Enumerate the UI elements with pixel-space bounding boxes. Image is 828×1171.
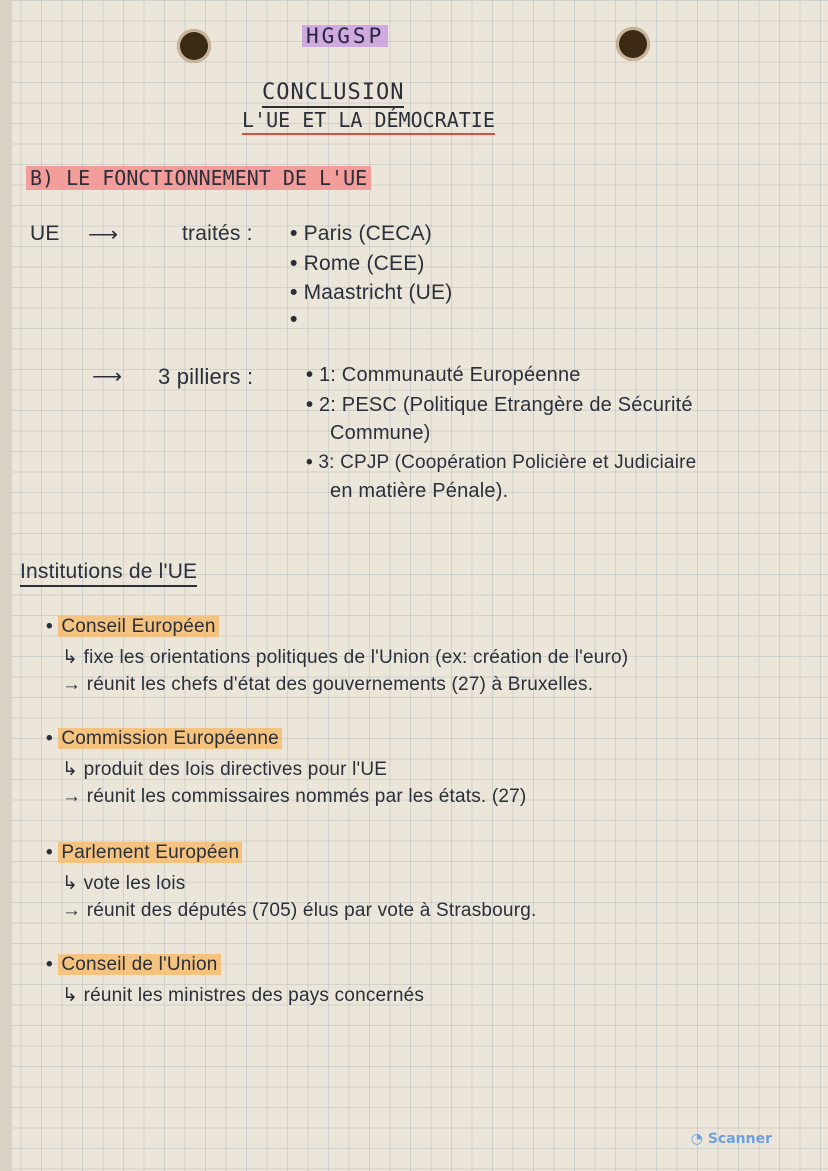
- scanner-watermark: ◔ Scanner: [690, 1131, 772, 1147]
- institutions-title: Institutions de l'UE: [20, 560, 197, 587]
- pilier-item: • 1: Communauté Européenne: [306, 364, 581, 386]
- traites-label: traités :: [182, 222, 253, 245]
- traite-item: • Paris (CECA): [290, 222, 433, 245]
- institution-name: • Conseil de l'Union: [46, 954, 221, 976]
- punch-hole-left: [177, 29, 211, 63]
- traite-item: • Maastricht (UE): [290, 281, 453, 304]
- ue-label: UE: [30, 222, 60, 245]
- page-title: CONCLUSION: [262, 80, 404, 108]
- institution-line: ↳ produit des lois directives pour l'UE: [62, 759, 388, 780]
- pilier-item-continued: en matière Pénale).: [330, 480, 509, 502]
- institution-name: • Commission Européenne: [46, 728, 282, 750]
- institution-line: ↳ vote les lois: [62, 873, 186, 894]
- scanner-logo-icon: ◔: [690, 1131, 708, 1147]
- institution-line: ↳ fixe les orientations politiques de l'Union (ex: création de l'euro): [62, 647, 629, 668]
- institution-line: → réunit les chefs d'état des gouvernements (27) à Bruxelles.: [62, 674, 594, 695]
- page-subtitle: L'UE ET LA DÉMOCRATIE: [242, 108, 495, 135]
- institution-line: ↳ réunit les ministres des pays concernés: [62, 985, 425, 1006]
- arrow-icon: ⟶: [92, 365, 123, 388]
- institution-name: • Parlement Européen: [46, 842, 242, 864]
- traite-item: •: [290, 308, 298, 331]
- pilier-item: • 3: CPJP (Coopération Policière et Judiciaire: [306, 452, 697, 473]
- traite-item: • Rome (CEE): [290, 252, 425, 275]
- institution-name: • Conseil Européen: [46, 616, 219, 638]
- punch-hole-right: [616, 27, 650, 61]
- pilier-item: • 2: PESC (Politique Etrangère de Sécurité: [306, 394, 693, 416]
- piliers-label: 3 pilliers :: [158, 364, 254, 389]
- page-edge: [0, 0, 12, 1171]
- institution-line: → réunit des députés (705) élus par vote à Strasbourg.: [62, 900, 537, 921]
- institution-line: → réunit les commissaires nommés par les états. (27): [62, 786, 527, 807]
- subject-text: HGGSP: [302, 24, 388, 48]
- arrow-icon: ⟶: [88, 223, 119, 246]
- subject-label: [302, 24, 388, 48]
- section-heading: B) LE FONCTIONNEMENT DE L'UE: [26, 166, 371, 190]
- pilier-item-continued: Commune): [330, 422, 431, 444]
